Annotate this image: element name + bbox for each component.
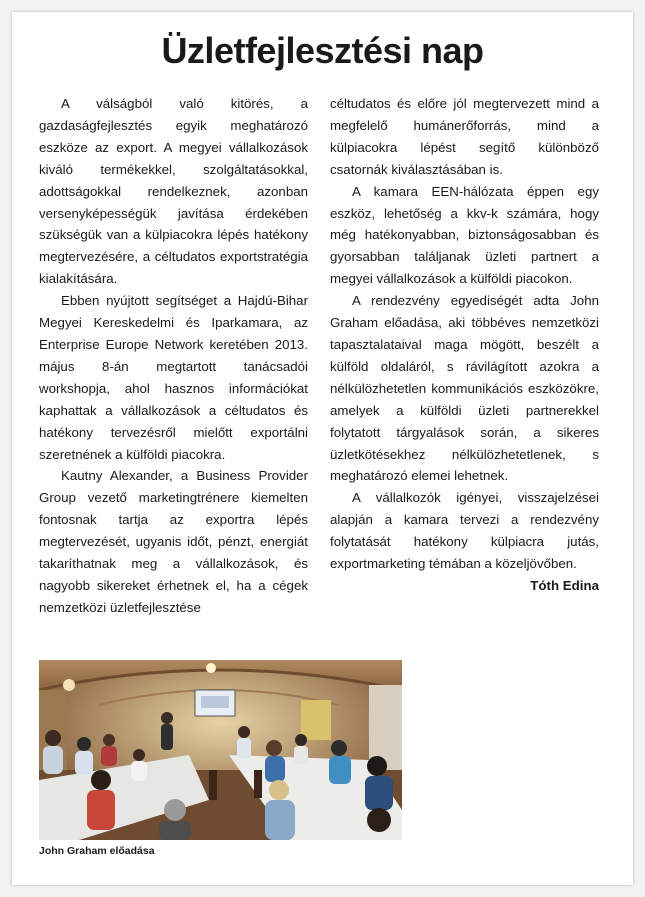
article-paragraph: Ebben nyújtott segítséget a Hajdú-Bihar Megyei Kereskedelmi és Iparkamara, az Enterprise Europe Network keretében 2013. május 8-án megtartott tanácsadói workshopja, ahol hasznos információkat kaphattak a vállalkozások a céltudatos és hatékony tervezésről mielőtt exportálni szeretnének a külföldi piacokra. — [39, 293, 308, 462]
article-paragraph-continued: céltudatos és előre jól megtervezett mind a megfelelő humánerőforrás, mind a külpiacokra lépést segítő különböző csatornák kiválasztásában is. — [330, 96, 599, 177]
article-title: Üzletfejlesztési nap — [161, 30, 484, 71]
article-paragraph: Kautny Alexander, a Business Provider Group vezető marketingtrénere kiemelten fontosnak tartja az exportra lépés megtervezését, ugyanis időt, pénzt, energiát takaríthatnak meg a vállalkozások, és nagyobb sikereket érhetnek el, ha a cégek nemzetközi üzletfejlesztése — [39, 468, 308, 615]
article-paragraph: A vállalkozók igényei, visszajelzései alapján a kamara tervezi a rendezvény folytatását hatékony külpiacra jutás, exportmarketing témában a közeljövőben. — [330, 490, 599, 572]
article-paragraph: A válságból való kitörés, a gazdaságfejlesztés egyik meghatározó eszköze az export. A megyei vállalkozások kiváló termékekkel, szolgáltatásokkal, adottságokkal rendelkeznek, azonban versenyképességük javítása érdekében szükségük van a külpiacokra lépés hatékony megtervezésére, a céltudatos exportstratégia kialakítására. — [39, 96, 308, 287]
article-column-left — [39, 93, 308, 638]
article-paragraph: A rendezvény egyediségét adta John Graham előadása, aki többéves nemzetközi tapasztalataival maga mögött, beszélt a külföld oldaláról, s rávilágított azokra a nélkülözhetetlen kommunikációs eszközökre, amelyek a külföldi üzleti partnerekkel folytatott tárgyalások során, a sikeres üzletkötésekhez nélkülözhetetlenek, s meghatározó elemei lehetnek. — [330, 293, 599, 484]
event-photo — [39, 660, 402, 840]
photo-caption: John Graham előadása — [39, 845, 155, 857]
event-photo-illustration — [39, 660, 402, 840]
article-paragraph: A kamara EEN-hálózata éppen egy eszköz, lehetőség a kkv-k számára, hogy még hatékonyabban, biztonságosabban és gyorsabban találjanak üzleti partnert a megyei vállalkozások a külföldi piacokon. — [330, 183, 599, 287]
article-column-right — [330, 93, 599, 597]
article-author: Tóth Edina — [530, 577, 599, 593]
